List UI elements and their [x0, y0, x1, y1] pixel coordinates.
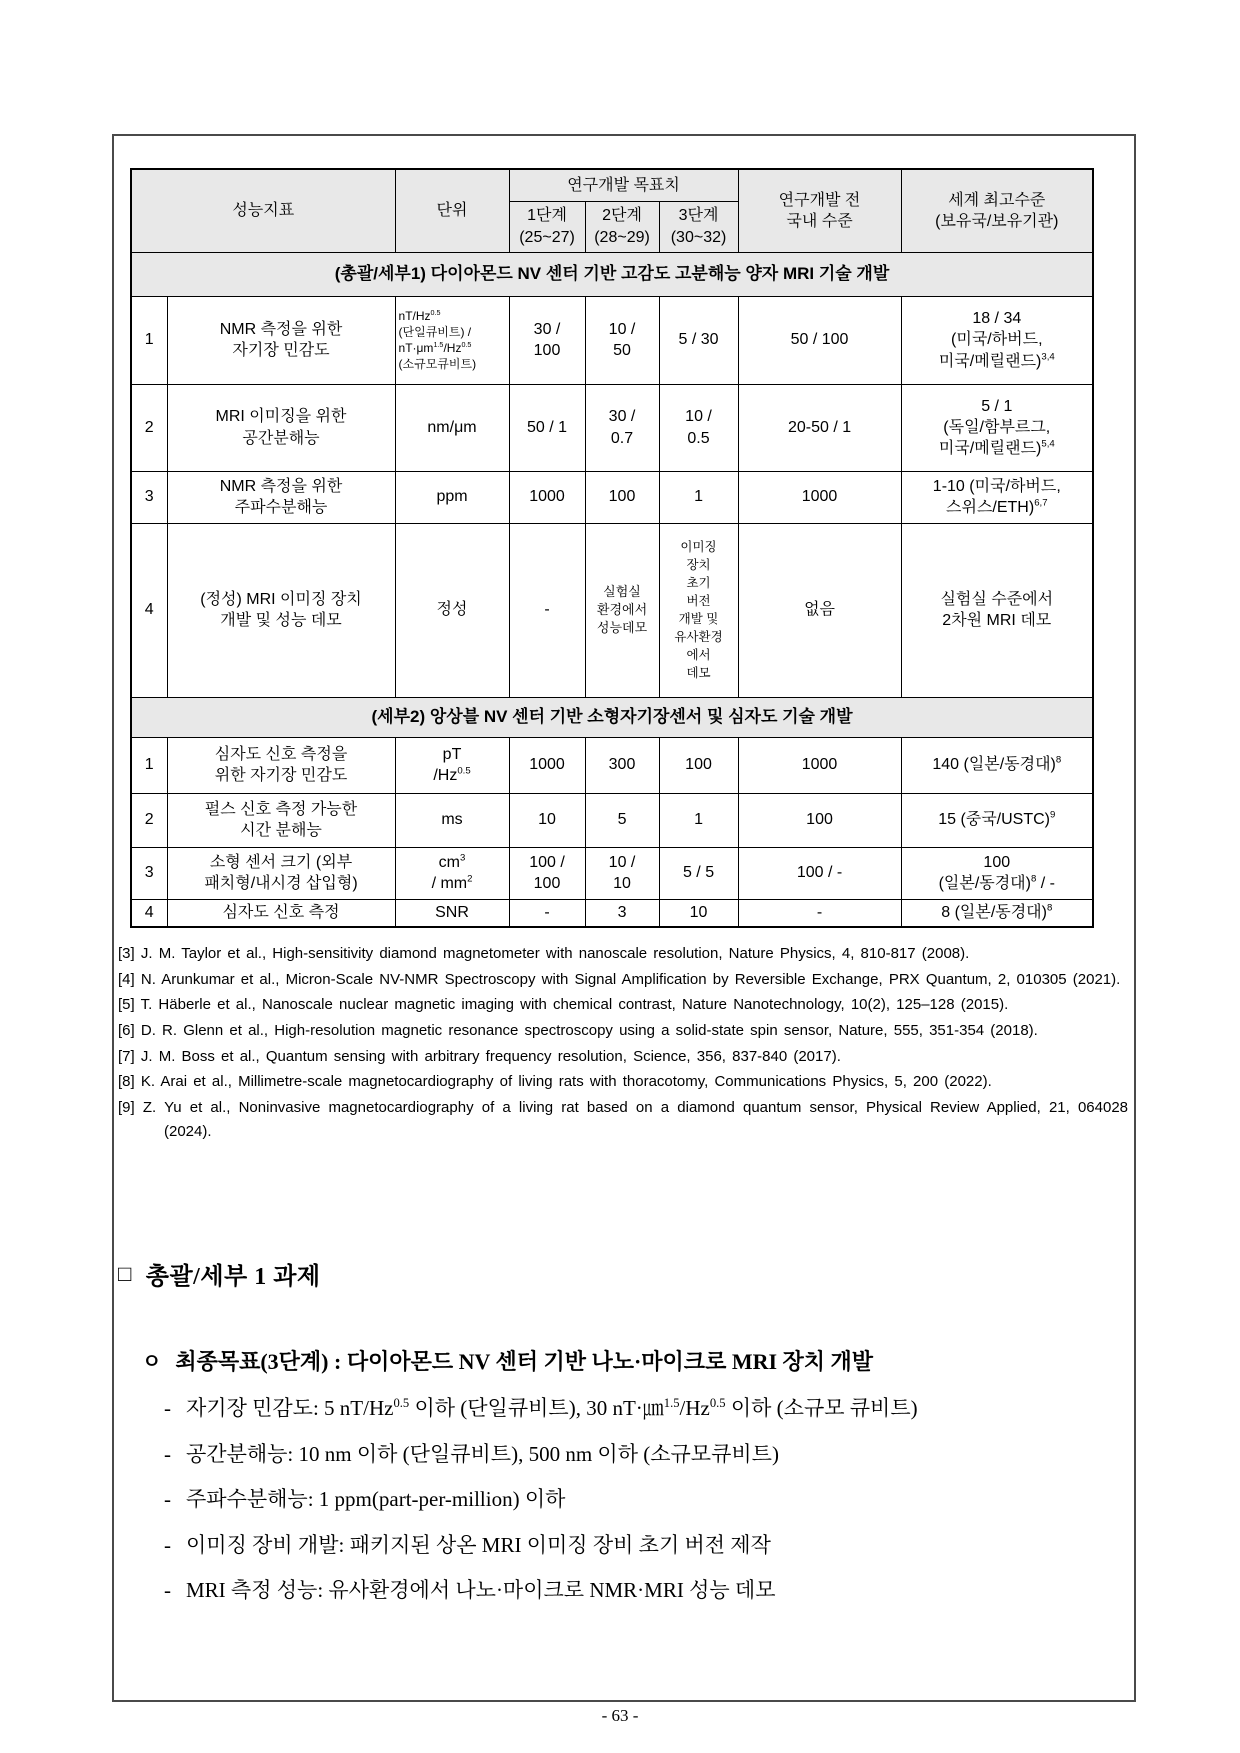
cell-stage3: 10 — [659, 899, 738, 927]
section-heading-text: 총괄/세부 1 과제 — [145, 1264, 321, 1290]
cell-unit: $cm^3$ / $mm^2$ — [395, 847, 509, 899]
cell-no: 3 — [131, 471, 167, 523]
reference-text: J. M. Boss et al., Quantum sensing with arbitrary frequency resolution, Science, 356, 837-840 (2017). — [140, 1047, 841, 1065]
cell-domestic: 없음 — [738, 523, 901, 697]
cell-unit: 정성 — [395, 523, 509, 697]
goal-item — [164, 1392, 1132, 1425]
cell-world: 8 (일본/동경대)$^8$ — [901, 899, 1093, 927]
table-row — [131, 523, 1093, 697]
cell-world: 5 / 1 (독일/함부르그, 미국/메릴랜드)$^{5,4}$ — [901, 384, 1093, 471]
reference-number: [7] — [118, 1047, 135, 1065]
cell-unit: nm/μm — [395, 384, 509, 471]
cell-world: 140 (일본/동경대)$^8$ — [901, 737, 1093, 793]
reference-item — [118, 1019, 1128, 1043]
goal-items-list — [164, 1392, 1132, 1607]
table-row — [131, 296, 1093, 384]
cell-indicator: 심자도 신호 측정 — [167, 899, 395, 927]
header-stage2: 2단계 (28~29) — [585, 201, 659, 252]
cell-world: 15 (중국/USTC)$^9$ — [901, 793, 1093, 847]
reference-text: D. R. Glenn et al., High-resolution magnetic resonance spectroscopy using a solid-state spin sensor, Nature, 555, 351-354 (2018). — [140, 1022, 1038, 1040]
cell-domestic: 1000 — [738, 737, 901, 793]
goal-item-text: 자기장 민감도: 5 $nT/Hz^{0.5}$ 이하 (단일큐비트), 30 $nT\cdot㎛^{1.5}/Hz^{0.5}$ 이하 (소규모 큐비트) — [186, 1396, 918, 1420]
dash-bullet-icon: - — [164, 1487, 171, 1512]
dash-bullet-icon: - — [164, 1396, 171, 1420]
goal-item-text: MRI 측정 성능: 유사환경에서 나노·마이크로 NMR·MRI 성능 데모 — [186, 1578, 776, 1603]
reference-item — [118, 1070, 1128, 1094]
header-stage3: 3단계 (30~32) — [659, 201, 738, 252]
cell-stage3: 5 / 5 — [659, 847, 738, 899]
cell-stage2: 30 / 0.7 — [585, 384, 659, 471]
cell-stage1: 100 / 100 — [509, 847, 585, 899]
section1-header-row — [131, 252, 1093, 296]
reference-item — [118, 993, 1128, 1017]
cell-stage3: 5 / 30 — [659, 296, 738, 384]
cell-stage2: 10 / 50 — [585, 296, 659, 384]
cell-stage2: 300 — [585, 737, 659, 793]
cell-world: 1-10 (미국/하버드, 스위스/ETH)$^{6,7}$ — [901, 471, 1093, 523]
cell-unit: pT $/Hz^{0.5}$ — [395, 737, 509, 793]
references-list — [118, 942, 1128, 1146]
reference-text: K. Arai et al., Millimetre-scale magnetocardiography of living rats with thoracotomy, Communications Physics, 5, 200 (2022). — [140, 1073, 992, 1091]
cell-stage3: 1 — [659, 793, 738, 847]
header-indicator: 성능지표 — [131, 169, 395, 252]
cell-no: 3 — [131, 847, 167, 899]
cell-indicator: (정성) MRI 이미징 장치 개발 및 성능 데모 — [167, 523, 395, 697]
cell-stage1: 1000 — [509, 471, 585, 523]
reference-number: [4] — [118, 970, 135, 988]
cell-domestic: 1000 — [738, 471, 901, 523]
dash-bullet-icon: - — [164, 1441, 171, 1466]
reference-number: [3] — [118, 945, 135, 962]
cell-indicator: NMR 측정을 위한 자기장 민감도 — [167, 296, 395, 384]
reference-text: N. Arunkumar et al., Micron-Scale NV-NMR Spectroscopy with Signal Amplification by Reversible Exchange, PRX Quantum, 2, 010305 (2021). — [140, 970, 1121, 988]
cell-stage2: 3 — [585, 899, 659, 927]
cell-stage2: 5 — [585, 793, 659, 847]
cell-world: 실험실 수준에서 2차원 MRI 데모 — [901, 523, 1093, 697]
cell-stage3: 1 — [659, 471, 738, 523]
square-bullet-icon: □ — [118, 1260, 132, 1286]
reference-item — [118, 1045, 1128, 1069]
circle-bullet-icon: ㅇ — [142, 1351, 162, 1373]
goal-item-text: 공간분해능: 10 nm 이하 (단일큐비트), 500 nm 이하 (소규모큐비트) — [186, 1441, 779, 1466]
reference-text: Z. Yu et al., Noninvasive magnetocardiography of a living rat based on a diamond quantum sensor, Physical Review Applied, 21, 064028 (2024). — [142, 1099, 1129, 1140]
cell-no: 1 — [131, 296, 167, 384]
dash-bullet-icon: - — [164, 1578, 171, 1603]
cell-unit: $nT/Hz^{0.5}$ (단일큐비트) / $nT\cdot\mu m^{1.5}/Hz^{0.5}$ (소규모큐비트) — [395, 296, 509, 384]
cell-unit: SNR — [395, 899, 509, 927]
table-header-row-top — [131, 169, 1093, 201]
header-unit: 단위 — [395, 169, 509, 252]
cell-stage1: 1000 — [509, 737, 585, 793]
goal-item — [164, 1438, 1132, 1471]
performance-indicator-table — [130, 168, 1094, 928]
reference-number: [9] — [118, 1099, 135, 1117]
table-row — [131, 847, 1093, 899]
table-row — [131, 899, 1093, 927]
final-goal-line — [142, 1345, 1132, 1376]
goal-item — [164, 1574, 1132, 1607]
cell-domestic: 20-50 / 1 — [738, 384, 901, 471]
cell-indicator: MRI 이미징을 위한 공간분해능 — [167, 384, 395, 471]
cell-no: 4 — [131, 523, 167, 697]
final-goal-text: 최종목표(3단계) : 다이아몬드 NV 센터 기반 나노·마이크로 MRI 장치 개발 — [175, 1349, 874, 1374]
cell-stage2: 10 / 10 — [585, 847, 659, 899]
cell-unit: ppm — [395, 471, 509, 523]
dash-bullet-icon: - — [164, 1532, 171, 1557]
cell-unit: ms — [395, 793, 509, 847]
cell-indicator: 펄스 신호 측정 가능한 시간 분해능 — [167, 793, 395, 847]
reference-item — [118, 942, 1128, 966]
table-row — [131, 384, 1093, 471]
reference-item — [118, 1096, 1128, 1143]
section1-title: (총괄/세부1) 다이아몬드 NV 센터 기반 고감도 고분해능 양자 MRI 기술 개발 — [131, 252, 1093, 296]
goal-item — [164, 1483, 1132, 1516]
cell-domestic: 100 / - — [738, 847, 901, 899]
reference-text: J. M. Taylor et al., High-sensitivity diamond magnetometer with nanoscale resolution, Nature Physics, 4, 810-817 (2008). — [140, 945, 970, 962]
reference-number: [6] — [118, 1022, 135, 1040]
cell-domestic: - — [738, 899, 901, 927]
cell-stage1: - — [509, 899, 585, 927]
cell-no: 2 — [131, 793, 167, 847]
header-domestic: 연구개발 전 국내 수준 — [738, 169, 901, 252]
goal-item-text: 주파수분해능: 1 ppm(part-per-million) 이하 — [186, 1487, 566, 1512]
cell-stage2: 100 — [585, 471, 659, 523]
cell-world: 18 / 34 (미국/하버드, 미국/메릴랜드)$^{3,4}$ — [901, 296, 1093, 384]
table-row — [131, 793, 1093, 847]
cell-no: 4 — [131, 899, 167, 927]
goal-item — [164, 1529, 1132, 1562]
cell-domestic: 50 / 100 — [738, 296, 901, 384]
reference-number: [8] — [118, 1073, 135, 1091]
cell-stage1: 30 / 100 — [509, 296, 585, 384]
section2-header-row — [131, 697, 1093, 737]
header-target: 연구개발 목표치 — [509, 169, 738, 201]
cell-stage3: 10 / 0.5 — [659, 384, 738, 471]
cell-stage2: 실험실 환경에서 성능데모 — [585, 523, 659, 697]
cell-stage1: 50 / 1 — [509, 384, 585, 471]
cell-stage1: 10 — [509, 793, 585, 847]
header-world: 세계 최고수준 (보유국/보유기관) — [901, 169, 1093, 252]
cell-indicator: 심자도 신호 측정을 위한 자기장 민감도 — [167, 737, 395, 793]
table-row — [131, 471, 1093, 523]
cell-indicator: NMR 측정을 위한 주파수분해능 — [167, 471, 395, 523]
cell-no: 1 — [131, 737, 167, 793]
cell-world: 100 (일본/동경대)$^8$ / - — [901, 847, 1093, 899]
section2-title: (세부2) 앙상블 NV 센터 기반 소형자기장센서 및 심자도 기술 개발 — [131, 697, 1093, 737]
reference-text: T. Häberle et al., Nanoscale nuclear magnetic imaging with chemical contrast, Nature Nanotechnology, 10(2), 125–128 (2015). — [140, 996, 1009, 1014]
goals-section — [118, 1256, 1132, 1620]
section-heading — [118, 1256, 1132, 1291]
table-row — [131, 737, 1093, 793]
cell-indicator: 소형 센서 크기 (외부 패치형/내시경 삽입형) — [167, 847, 395, 899]
cell-domestic: 100 — [738, 793, 901, 847]
cell-no: 2 — [131, 384, 167, 471]
reference-number: [5] — [118, 996, 135, 1014]
cell-stage3: 이미징 장치 초기 버전 개발 및 유사환경 에서 데모 — [659, 523, 738, 697]
goal-item-text: 이미징 장비 개발: 패키지된 상온 MRI 이미징 장비 초기 버전 제작 — [186, 1532, 771, 1557]
cell-stage3: 100 — [659, 737, 738, 793]
page-number: - 63 - — [601, 1706, 639, 1725]
reference-item — [118, 968, 1128, 992]
cell-stage1: - — [509, 523, 585, 697]
header-stage1: 1단계 (25~27) — [509, 201, 585, 252]
